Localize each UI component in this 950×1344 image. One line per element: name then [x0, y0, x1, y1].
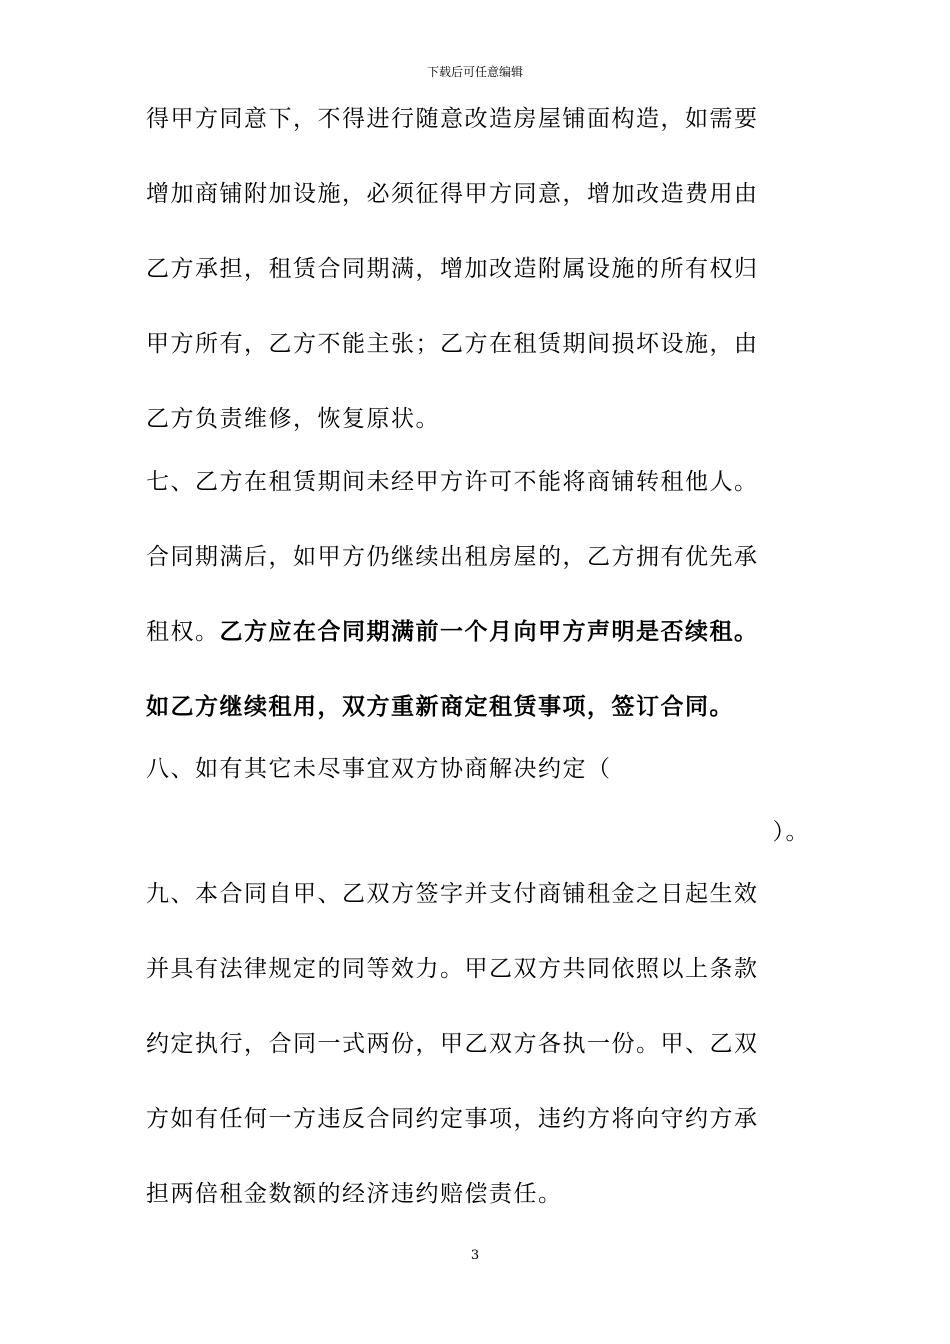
body-line-5: 乙方负责维修，恢复原状。 — [146, 406, 440, 432]
clause-eight-line: 八、如有其它未尽事宜双方协商解决约定（ — [146, 756, 612, 782]
clause-nine-line-1: 九、本合同自甲、乙双方签字并支付商铺租金之日起生效 — [146, 881, 759, 907]
clause-seven-bold-text: 乙方应在合同期满前一个月向甲方声明是否续租。 — [219, 618, 759, 645]
clause-nine-line-4: 方如有任何一方违反合同约定事项，违约方将向守约方承 — [146, 1106, 759, 1132]
clause-seven-bold-line: 如乙方继续租用，双方重新商定租赁事项，签订合同。 — [146, 693, 734, 720]
clause-seven-line-1: 七、乙方在租赁期间未经甲方许可不能将商铺转租他人。 — [146, 469, 759, 495]
clause-nine-line-2: 并具有法律规定的同等效力。甲乙双方共同依照以上条款 — [146, 956, 759, 982]
clause-seven-line-3 — [146, 617, 810, 647]
clause-seven-line-2: 合同期满后，如甲方仍继续出租房屋的，乙方拥有优先承 — [146, 544, 759, 570]
body-line-4: 甲方所有，乙方不能主张；乙方在租赁期间损坏设施，由 — [146, 331, 759, 357]
clause-seven-normal-text: 租权。 — [146, 619, 220, 645]
body-line-3: 乙方承担，租赁合同期满，增加改造附属设施的所有权归 — [146, 256, 759, 282]
body-line-1: 得甲方同意下，不得进行随意改造房屋铺面构造，如需要 — [146, 106, 759, 132]
clause-nine-line-3: 约定执行，合同一式两份，甲乙双方各执一份。甲、乙双 — [146, 1031, 759, 1057]
clause-eight-closing: ）。 — [772, 819, 810, 845]
body-line-2: 增加商铺附加设施，必须征得甲方同意，增加改造费用由 — [146, 181, 759, 207]
clause-nine-line-5: 担两倍租金数额的经济违约赔偿责任。 — [146, 1181, 563, 1207]
page-header: 下载后可任意编辑 — [426, 65, 523, 79]
page-number: 3 — [470, 1248, 480, 1263]
